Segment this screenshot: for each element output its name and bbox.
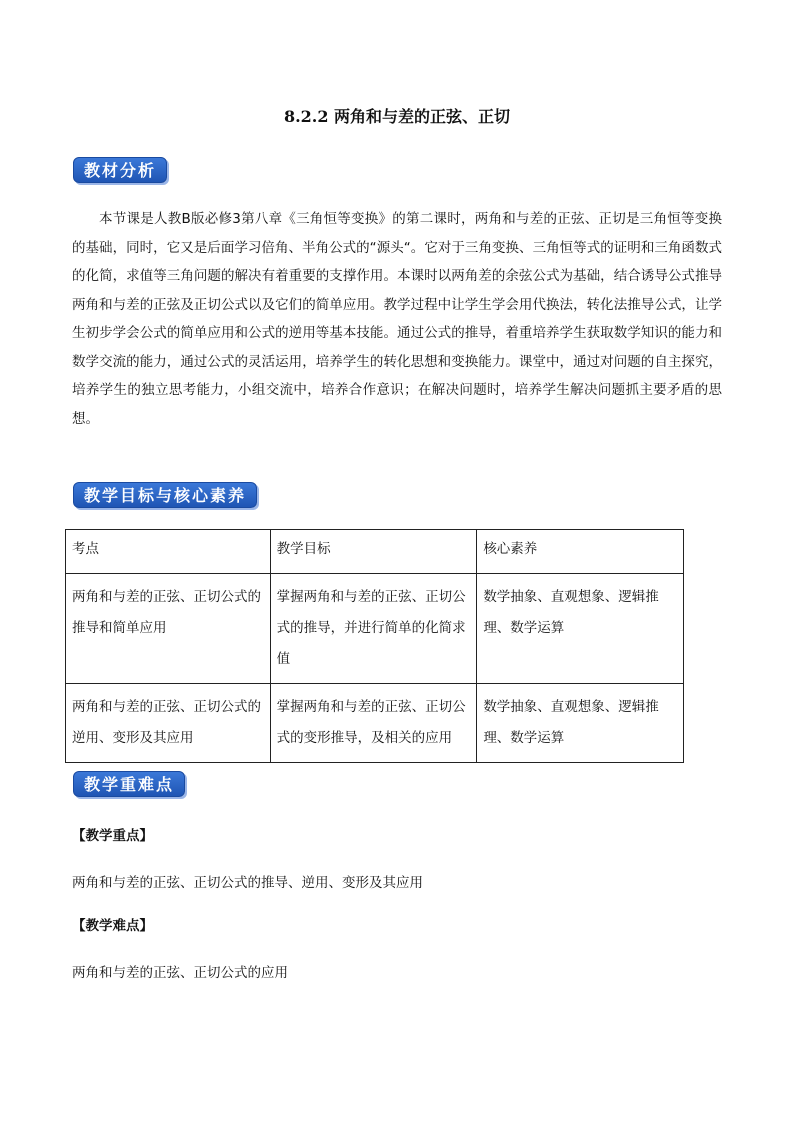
section-tag-analysis: 教材分析 bbox=[73, 157, 167, 183]
section-tag-keypoints: 教学重难点 bbox=[73, 771, 185, 797]
table-cell: 两角和与差的正弦、正切公式的推导和简单应用 bbox=[66, 574, 271, 684]
header-cell-exam-point: 考点 bbox=[66, 530, 271, 574]
table-cell: 数学抽象、直观想象、逻辑推理、数学运算 bbox=[477, 684, 684, 763]
analysis-paragraph: 本节课是人教B版必修3第八章《三角恒等变换》的第二课时，两角和与差的正弦、正切是三角恒等变换的基础，同时，它又是后面学习倍角、半角公式的“源头“。它对于三角变换、三角恒等式的证明和三角函数式的化简，求值等三角问题的解决有着重要的支撑作用。本课时以两角差的余弦公式为基础，结合诱导公式推导两角和与差的正弦及正切公式以及它们的简单应用。教学过程中让学生学会用代换法，转化法推导公式，让学生初步学会公式的简单应用和公式的逆用等基本技能。通过公式的推导，着重培养学生获取数学知识的能力和数学交流的能力，通过公式的灵活运用，培养学生的转化思想和变换能力。课堂中，通过对问题的自主探究，培养学生的独立思考能力，小组交流中，培养合作意识；在解决问题时，培养学生解决问题抓主要矛盾的思想。 bbox=[72, 211, 722, 427]
document-title: 8.2.2 两角和与差的正弦、正切 bbox=[283, 107, 511, 126]
focus-label: 【教学重点】 bbox=[72, 828, 153, 844]
table-header-row bbox=[66, 530, 684, 574]
table-row bbox=[66, 574, 684, 684]
goals-table bbox=[65, 529, 684, 763]
table-cell: 数学抽象、直观想象、逻辑推理、数学运算 bbox=[477, 574, 684, 684]
table-cell: 掌握两角和与差的正弦、正切公式的变形推导，及相关的应用 bbox=[270, 684, 477, 763]
section-tag-goals: 教学目标与核心素养 bbox=[73, 482, 257, 508]
difficulty-text: 两角和与差的正弦、正切公式的应用 bbox=[72, 965, 288, 981]
header-cell-core-literacy: 核心素养 bbox=[477, 530, 684, 574]
table-cell: 两角和与差的正弦、正切公式的逆用、变形及其应用 bbox=[66, 684, 271, 763]
header-cell-teaching-goal: 教学目标 bbox=[270, 530, 477, 574]
difficulty-label: 【教学难点】 bbox=[72, 918, 153, 934]
focus-text: 两角和与差的正弦、正切公式的推导、逆用、变形及其应用 bbox=[72, 875, 423, 891]
table-row bbox=[66, 684, 684, 763]
table-cell: 掌握两角和与差的正弦、正切公式的推导，并进行简单的化简求值 bbox=[270, 574, 477, 684]
